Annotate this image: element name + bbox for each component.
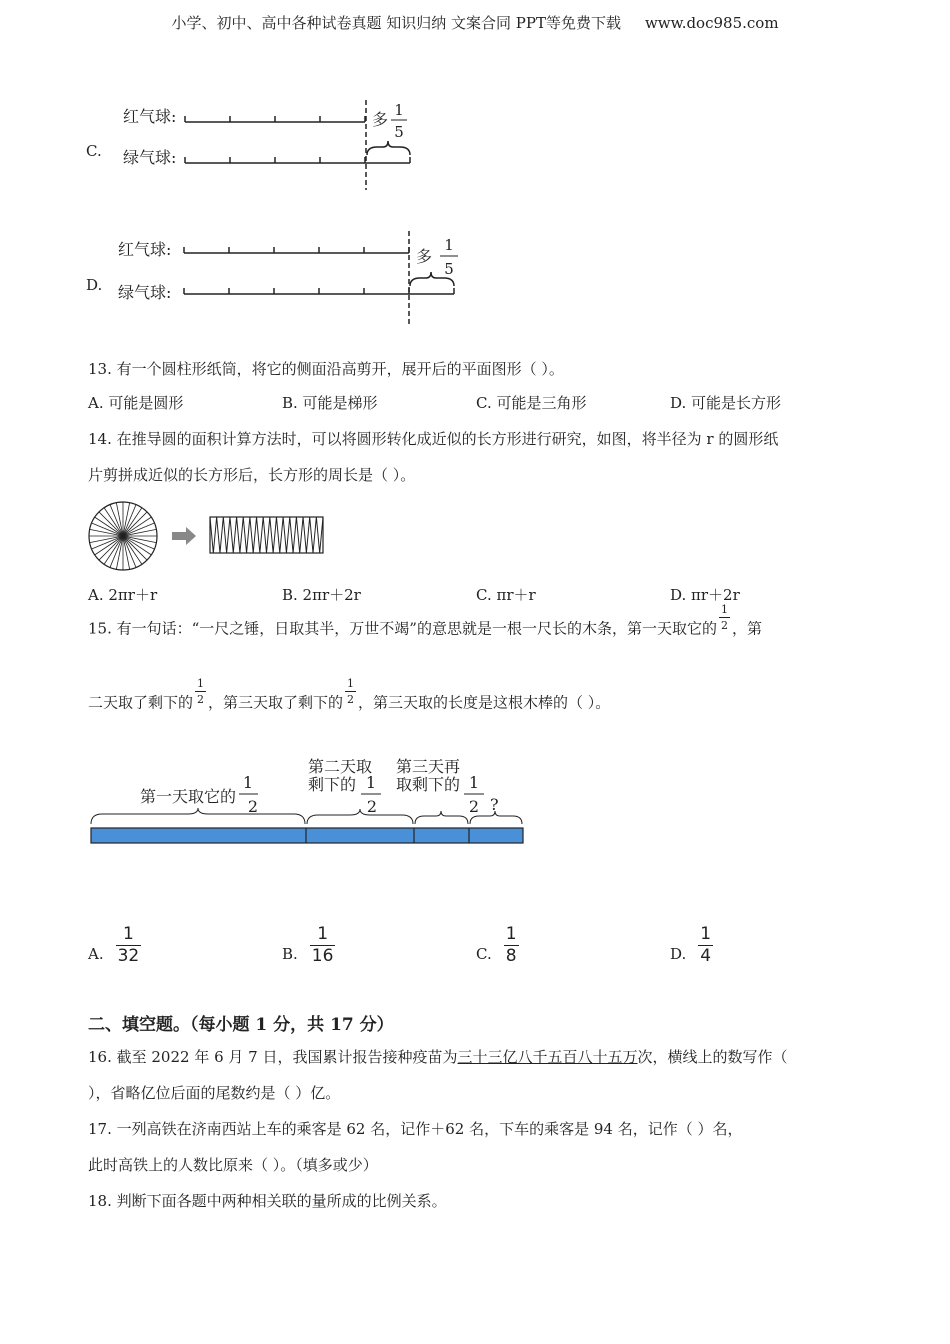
q15-half-fraction-1: $\frac{1}{2}$ [720,603,728,632]
q15-brace-2 [307,809,413,824]
q15-fig-label3-den: 2 [468,797,480,816]
q15-fig-label2-num: 1 [365,773,377,792]
q14-option-b[interactable]: B. 2πr＋2r [282,586,361,604]
header-left-text: 小学、初中、高中各种试卷真题 知识归纳 文案合同 PPT等免费下载 [171,14,621,32]
q18-line1: 18. 判断下面各题中两种相关联的量所成的比例关系。 [88,1192,447,1210]
q15-line1 [88,603,762,643]
q14-line2: 片剪拼成近似的长方形后，长方形的周长是（ ）。 [88,466,416,484]
header-website[interactable]: www.doc985.com [644,14,779,32]
q17-line1: 17. 一列高铁在济南西站上车的乘客是 62 名，记作＋62 名，下车的乘客是 94 名，记作（ ）名， [88,1120,743,1138]
q15-option-d[interactable]: D. $\frac{1}{4}$ [670,924,712,966]
q15-option-c[interactable]: C. $\frac{1}{8}$ [476,924,517,966]
q15-line2-a: 二天取了剩下的 [88,693,194,712]
option-d-letter: D. [86,276,103,294]
q16-line1: 16. 截至 2022 年 6 月 7 日，我国累计报告接种疫苗为三十三亿八千五百八十五万次，横线上的数写作（ [88,1048,788,1066]
diagram-d-green-label: 绿气球: [118,283,172,302]
q15-option-b-frac: $\frac{1}{16}$ [311,924,334,966]
diagram-d-red-label: 红气球: [118,240,172,259]
q15-fig-label2-bot: 剩下的 [308,775,357,794]
q15-line2-c: ，第三天取的长度是这根木棒的（ ）。 [358,693,611,712]
q14-option-d[interactable]: D. πr＋2r [670,586,740,604]
diagram-d-more: 多 [416,247,433,266]
q15-fig-label2-den: 2 [366,797,378,816]
q15-bar-figure [88,752,533,852]
diagram-d-balloons [112,228,472,328]
q16-line2: ），省略亿位后面的尾数约是（ ）亿。 [88,1084,341,1102]
q15-brace-3 [415,811,468,824]
q15-fig-label3-top: 第三天再 [396,757,461,776]
q15-half-fraction-3: $\frac{1}{2}$ [347,677,355,706]
diagram-c-balloons [115,95,435,195]
q13-stem: 13. 有一个圆柱形纸筒，将它的侧面沿高剪开，展开后的平面图形（ ）。 [88,360,564,378]
q13-option-a[interactable]: A. 可能是圆形 [88,394,184,412]
q14-circle-sectors [89,502,157,570]
diagram-d-frac-den: 5 [444,260,454,278]
q15-option-a[interactable]: A. $\frac{1}{32}$ [88,924,140,966]
q14-line1: 14. 在推导圆的面积计算方法时，可以将圆形转化成近似的长方形进行研究，如图，将半径为 r 的圆形纸 [88,430,779,448]
q15-fig-question: ? [490,795,499,814]
diagram-c-frac-num: 1 [394,101,404,119]
q17-line2: 此时高铁上的人数比原来（ ）。（填多或少） [88,1156,378,1174]
q14-arrow-icon [172,527,196,545]
q14-rectangle-zigzag [210,517,323,553]
q13-option-d[interactable]: D. 可能是长方形 [670,394,782,412]
q15-fig-label1-num: 1 [242,773,254,792]
q15-option-b[interactable]: B. $\frac{1}{16}$ [282,924,334,966]
diagram-c-frac-den: 5 [394,123,404,141]
q15-blue-bar [91,828,523,843]
diagram-c-more: 多 [372,110,389,129]
q15-fig-label3-bot: 取剩下的 [396,775,461,794]
q13-option-b[interactable]: B. 可能是梯形 [282,394,378,412]
page-header [0,12,950,33]
q15-option-d-frac: $\frac{1}{4}$ [700,924,712,966]
q15-fig-label1: 第一天取它的 [140,787,237,806]
q15-fig-label1-den: 2 [247,797,259,816]
option-c-letter: C. [86,142,102,160]
q15-half-fraction-2: $\frac{1}{2}$ [197,677,205,706]
q15-line1-text: 15. 有一句话：“一尺之锤，日取其半，万世不竭”的意思就是一根一尺长的木条，第一天取它的 [88,619,717,638]
q15-line1-end: ，第 [731,619,762,638]
q15-fig-label3-num: 1 [468,773,480,792]
q15-option-c-frac: $\frac{1}{8}$ [505,924,517,966]
q15-brace-1 [91,808,305,824]
q15-line2 [88,677,611,717]
q15-line2-b: ，第三天取了剩下的 [208,693,344,712]
q14-circle-to-rectangle-figure [86,495,331,580]
diagram-d-frac-num: 1 [444,236,454,254]
q15-option-a-frac: $\frac{1}{32}$ [117,924,140,966]
diagram-c-red-label: 红气球: [123,107,177,126]
section-2-title: 二、填空题。（每小题 1 分，共 17 分） [88,1015,394,1035]
diagram-c-brace [367,141,410,155]
q15-fig-label2-top: 第二天取 [308,757,373,776]
q13-option-c[interactable]: C. 可能是三角形 [476,394,587,412]
q14-option-c[interactable]: C. πr＋r [476,586,536,604]
diagram-c-green-label: 绿气球: [123,148,177,167]
q16-underlined-number: 三十三亿八千五百八十五万 [457,1048,638,1066]
q14-option-a[interactable]: A. 2πr＋r [88,586,158,604]
